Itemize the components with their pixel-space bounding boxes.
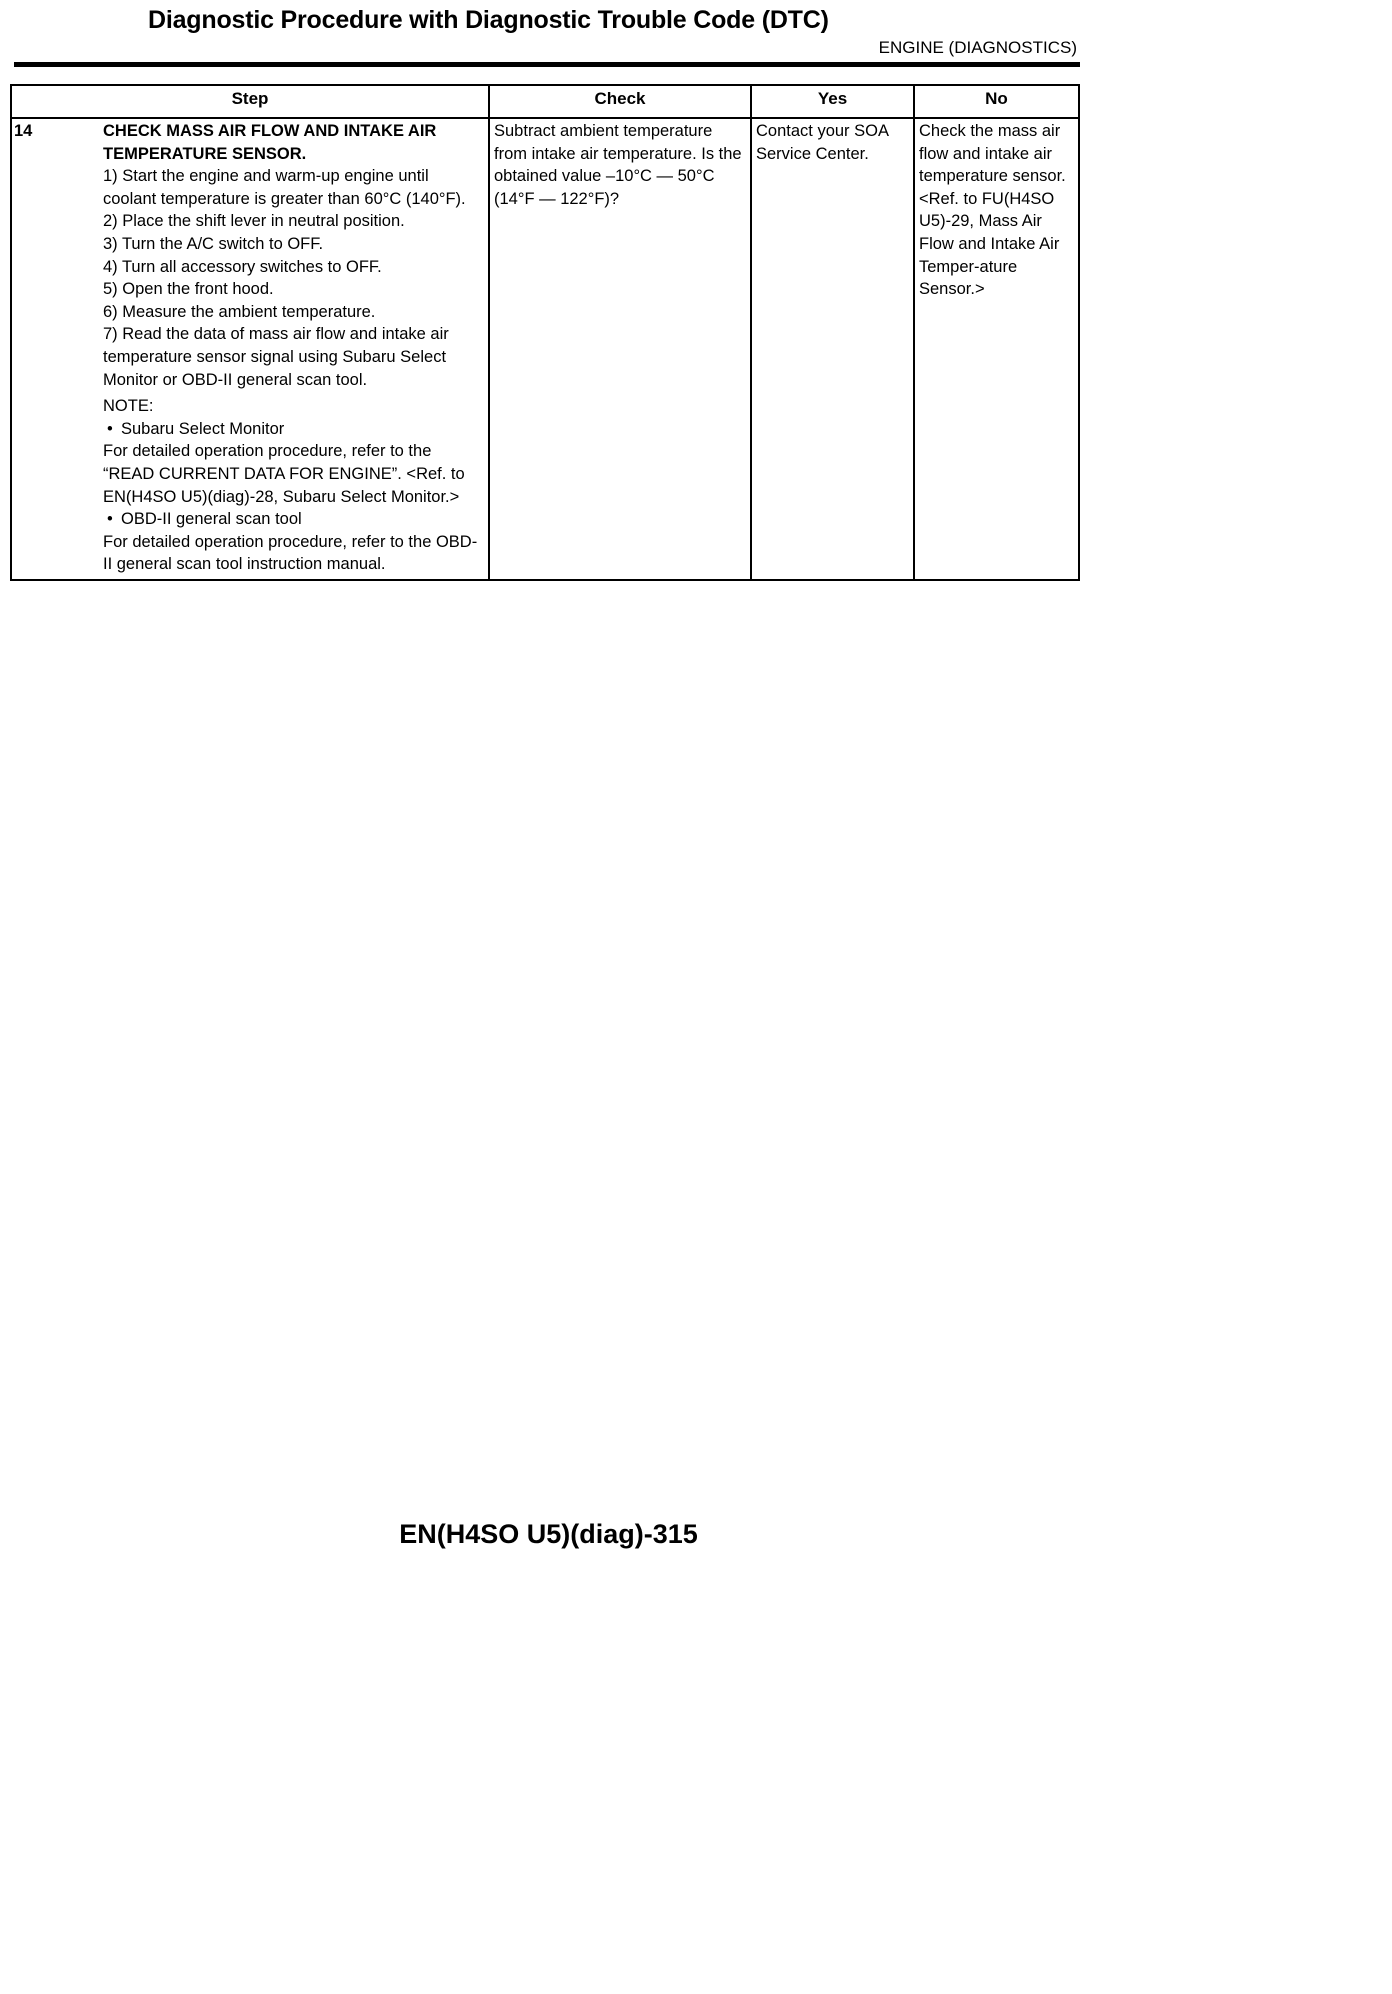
instruction-item: 4) Turn all accessory switches to OFF. bbox=[103, 257, 382, 276]
section-label: ENGINE (DIAGNOSTICS) bbox=[878, 38, 1077, 57]
page-title: Diagnostic Procedure with Diagnostic Trouble Code (DTC) bbox=[148, 6, 829, 34]
step-number: 14 bbox=[14, 122, 33, 140]
bullet-icon: • bbox=[107, 419, 113, 438]
table-header-row bbox=[11, 85, 1079, 118]
column-header-step: Step bbox=[11, 85, 489, 118]
column-header-no: No bbox=[914, 85, 1079, 118]
instruction-item: 2) Place the shift lever in neutral position. bbox=[103, 212, 405, 231]
step-heading: CHECK MASS AIR FLOW AND INTAKE AIR TEMPERATURE SENSOR. bbox=[103, 122, 437, 163]
note-bullet-text: Subaru Select Monitor bbox=[121, 419, 285, 438]
yes-cell: Contact your SOA Service Center. bbox=[751, 118, 914, 580]
column-header-yes: Yes bbox=[751, 85, 914, 118]
instruction-item: 3) Turn the A/C switch to OFF. bbox=[103, 234, 324, 253]
header-divider bbox=[14, 62, 1080, 67]
step-cell bbox=[11, 118, 489, 580]
note-text: For detailed operation procedure, refer to the OBD-II general scan tool instruction manual. bbox=[103, 532, 478, 574]
no-cell: Check the mass air flow and intake air temperature sensor. <Ref. to FU(H4SO U5)-29, Mass Air Flow and Intake Air Temper-ature Sensor.> bbox=[914, 118, 1079, 580]
step-body bbox=[103, 120, 484, 576]
page-number: EN(H4SO U5)(diag)-315 bbox=[399, 1519, 698, 1549]
note-bullet-text: OBD-II general scan tool bbox=[121, 510, 302, 529]
instruction-item: 7) Read the data of mass air flow and intake air temperature sensor signal using Subaru Select Monitor or OBD-II general scan tool. bbox=[103, 325, 449, 389]
table-row bbox=[11, 118, 1079, 580]
instruction-item: 5) Open the front hood. bbox=[103, 280, 274, 299]
instruction-item: 6) Measure the ambient temperature. bbox=[103, 302, 376, 321]
bullet-icon: • bbox=[107, 510, 113, 529]
note-label: NOTE: bbox=[103, 397, 154, 416]
note-bullet bbox=[103, 418, 484, 441]
check-cell: Subtract ambient temperature from intake air temperature. Is the obtained value –10°C — 50°C (14°F — 122°F)? bbox=[489, 118, 751, 580]
diagnostic-table bbox=[10, 84, 1080, 581]
column-header-check: Check bbox=[489, 85, 751, 118]
note-bullet bbox=[103, 508, 484, 531]
note-text: For detailed operation procedure, refer to the “READ CURRENT DATA FOR ENGINE”. <Ref. to EN(H4SO U5)(diag)-28, Subaru Select Monitor.> bbox=[103, 442, 465, 506]
instruction-item: 1) Start the engine and warm-up engine until coolant temperature is greater than 60°C (140°F). bbox=[103, 167, 466, 208]
